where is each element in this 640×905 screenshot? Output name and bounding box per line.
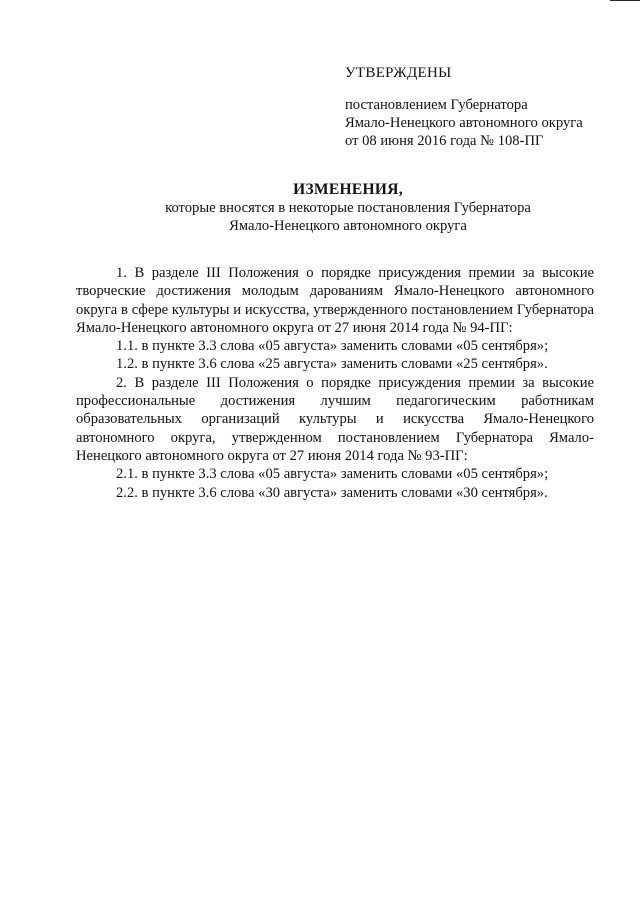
section-2-item-2: 2.2. в пункте 3.6 слова «30 августа» заменить словами «30 сентября». <box>116 484 548 501</box>
section-1-paragraph: 1. В разделе III Положения о порядке присуждения премии за высокие творческие достижения молодым дарованиям Ямало-Ненецкого автономного округа в сфере культуры и искусства, утвержденного постановлением Губернатора Ямало-Ненецкого автономного округа от 27 июня 2014 года № 94-ПГ: <box>76 265 594 336</box>
approval-heading: УТВЕРЖДЕНЫ <box>345 65 452 81</box>
section-2-item-1: 2.1. в пункте 3.3 слова «05 августа» заменить словами «05 сентября»; <box>116 466 549 483</box>
section-1-item-2: 1.2. в пункте 3.6 слова «25 августа» заменить словами «25 сентября». <box>116 356 548 373</box>
approval-stamp-block <box>345 64 625 150</box>
section-1-item-1: 1.1. в пункте 3.3 слова «05 августа» заменить словами «05 сентября»; <box>116 338 549 355</box>
document-title: ИЗМЕНЕНИЯ, <box>293 181 403 198</box>
document-title-block <box>60 181 636 235</box>
section-2-paragraph: 2. В разделе III Положения о порядке присуждения премии за высокие профессиональные достижения лучшим педагогическим работникам образовательных организаций культуры и искусства Ямало-Ненецкого автономного округа, утвержденном постановлением Губернатора Ямало-Ненецкого автономного округа от 27 июня 2014 года № 93-ПГ: <box>76 374 594 464</box>
approval-line-date-number: от 08 июня 2016 года № 108-ПГ <box>345 133 544 149</box>
document-subtitle-line-1: которые вносятся в некоторые постановления Губернатора <box>165 200 531 216</box>
approval-line-authority: постановлением Губернатора <box>345 97 528 113</box>
corner-scan-mark <box>610 0 640 1</box>
document-body <box>76 264 594 502</box>
document-subtitle-line-2: Ямало-Ненецкого автономного округа <box>229 218 467 234</box>
approval-line-region: Ямало-Ненецкого автономного округа <box>345 115 583 131</box>
